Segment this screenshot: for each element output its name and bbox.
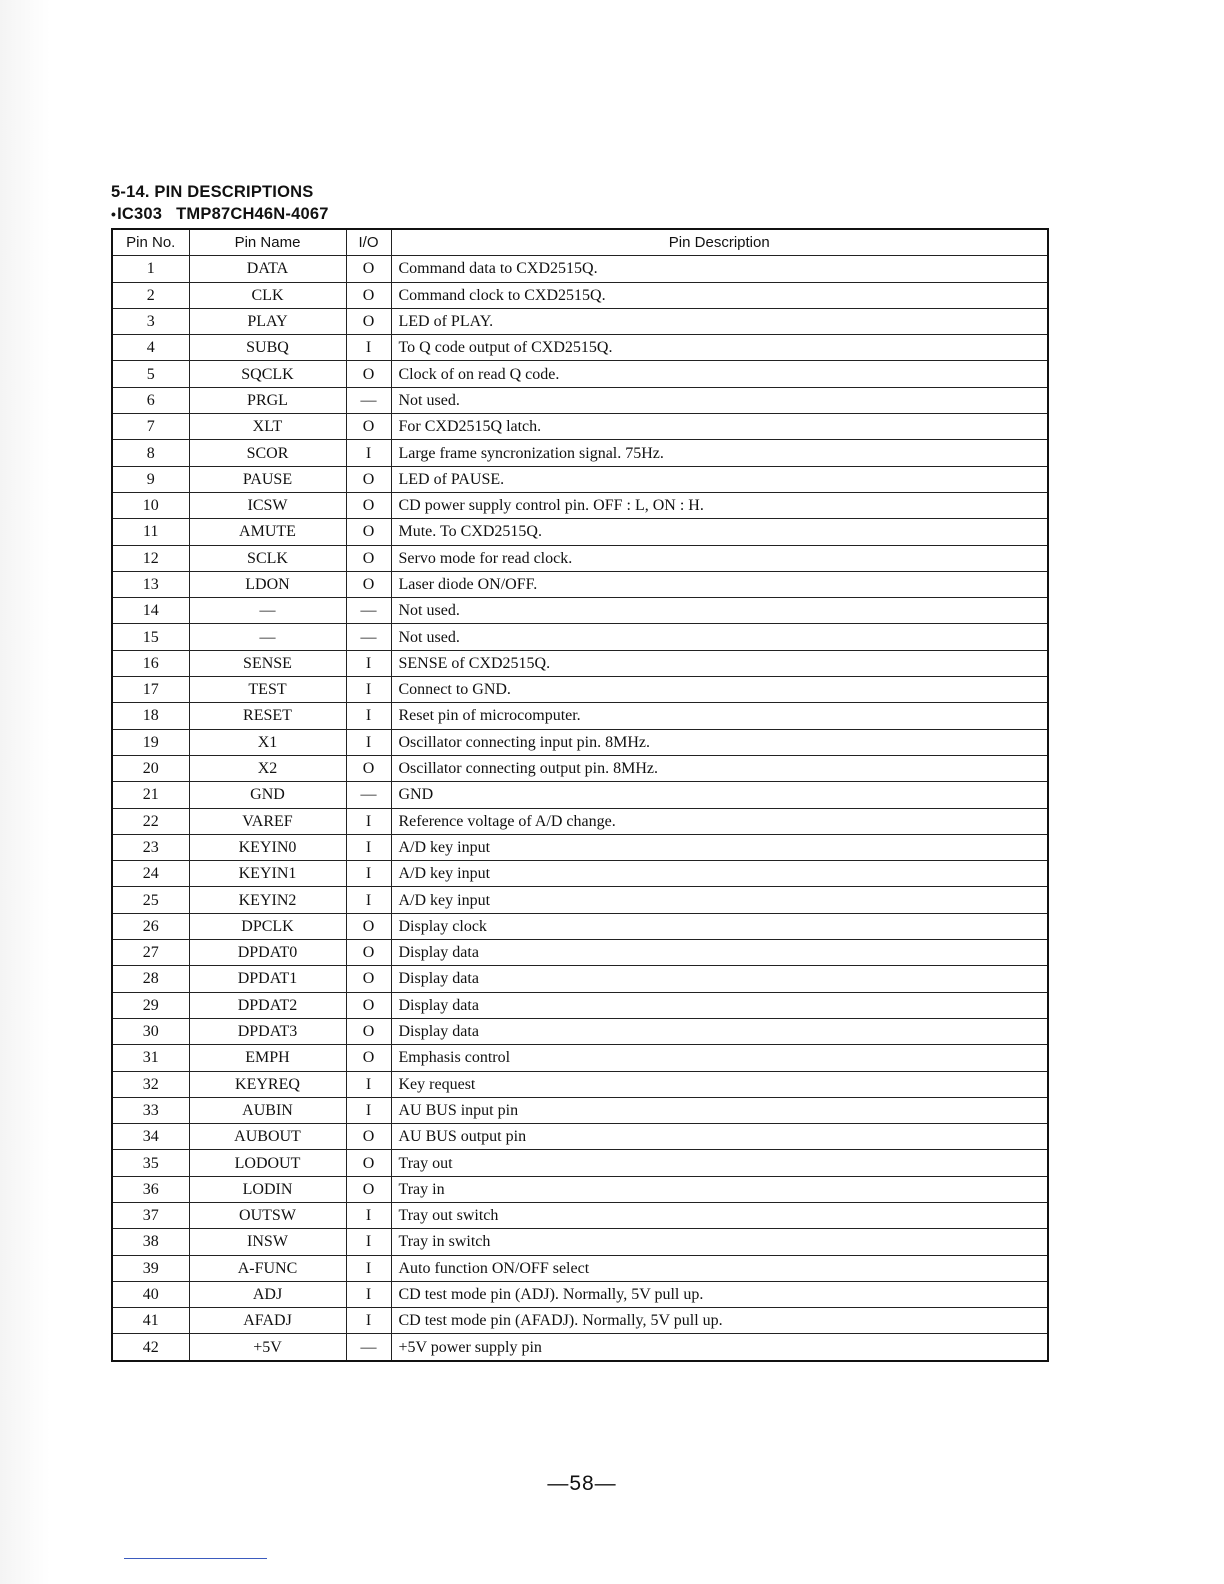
pin-number-cell: 14 — [112, 598, 189, 624]
pin-description-cell: AU BUS input pin — [391, 1097, 1048, 1123]
pin-description-cell: Mute. To CXD2515Q. — [391, 519, 1048, 545]
pin-description-cell: CD test mode pin (AFADJ). Normally, 5V pull up. — [391, 1308, 1048, 1334]
pin-number-cell: 32 — [112, 1071, 189, 1097]
pin-description-cell: A/D key input — [391, 834, 1048, 860]
pin-io-cell: I — [346, 834, 391, 860]
pin-io-cell: I — [346, 677, 391, 703]
table-row — [112, 282, 1048, 308]
table-row — [112, 1308, 1048, 1334]
table-row — [112, 335, 1048, 361]
pin-description-cell: Oscillator connecting output pin. 8MHz. — [391, 755, 1048, 781]
pin-number-cell: 15 — [112, 624, 189, 650]
pin-number-cell: 5 — [112, 361, 189, 387]
page-number: —58— — [547, 1472, 617, 1495]
pin-number-cell: 27 — [112, 940, 189, 966]
pin-io-cell: O — [346, 466, 391, 492]
pin-number-cell: 12 — [112, 545, 189, 571]
pin-description-cell: A/D key input — [391, 861, 1048, 887]
pin-number-cell: 31 — [112, 1045, 189, 1071]
pin-number-cell: 9 — [112, 466, 189, 492]
header-io: I/O — [346, 229, 391, 256]
pin-io-cell: O — [346, 1018, 391, 1044]
pin-name-cell: KEYIN0 — [189, 834, 346, 860]
table-row — [112, 992, 1048, 1018]
pin-io-cell: — — [346, 624, 391, 650]
pin-description-cell: Emphasis control — [391, 1045, 1048, 1071]
pin-name-cell: PLAY — [189, 308, 346, 334]
section-heading: 5-14. PIN DESCRIPTIONS — [111, 183, 314, 201]
table-row — [112, 913, 1048, 939]
table-row — [112, 1150, 1048, 1176]
table-row — [112, 519, 1048, 545]
pin-io-cell: O — [346, 571, 391, 597]
pin-io-cell: I — [346, 1097, 391, 1123]
pin-description-cell: LED of PLAY. — [391, 308, 1048, 334]
pin-number-cell: 6 — [112, 387, 189, 413]
pin-name-cell: +5V — [189, 1334, 346, 1361]
table-row — [112, 308, 1048, 334]
pin-number-cell: 8 — [112, 440, 189, 466]
ic-part-number: TMP87CH46N-4067 — [176, 205, 329, 223]
pin-name-cell: LDON — [189, 571, 346, 597]
pin-number-cell: 36 — [112, 1176, 189, 1202]
pin-number-cell: 30 — [112, 1018, 189, 1044]
pin-name-cell: SCLK — [189, 545, 346, 571]
pin-io-cell: I — [346, 1255, 391, 1281]
pin-description-cell: Large frame syncronization signal. 75Hz. — [391, 440, 1048, 466]
ic-reference: IC303 — [117, 205, 163, 223]
pin-io-cell: I — [346, 703, 391, 729]
pin-io-cell: O — [346, 361, 391, 387]
table-row — [112, 834, 1048, 860]
pin-description-cell: Display data — [391, 940, 1048, 966]
pin-name-cell: AUBOUT — [189, 1124, 346, 1150]
pin-name-cell: INSW — [189, 1229, 346, 1255]
pin-number-cell: 25 — [112, 887, 189, 913]
pin-io-cell: O — [346, 308, 391, 334]
pin-number-cell: 34 — [112, 1124, 189, 1150]
table-row — [112, 1018, 1048, 1044]
pin-number-cell: 28 — [112, 966, 189, 992]
table-body — [112, 256, 1048, 1361]
table-row — [112, 361, 1048, 387]
table-row — [112, 387, 1048, 413]
table-row — [112, 1281, 1048, 1307]
pin-name-cell: AUBIN — [189, 1097, 346, 1123]
pin-name-cell: A-FUNC — [189, 1255, 346, 1281]
pin-name-cell: DPDAT2 — [189, 992, 346, 1018]
pin-name-cell: — — [189, 598, 346, 624]
pin-name-cell: VAREF — [189, 808, 346, 834]
table-row — [112, 492, 1048, 518]
pin-description-cell: Tray out switch — [391, 1202, 1048, 1228]
pin-io-cell: O — [346, 940, 391, 966]
pin-io-cell: O — [346, 913, 391, 939]
pin-io-cell: I — [346, 650, 391, 676]
table-row — [112, 729, 1048, 755]
pin-name-cell: SENSE — [189, 650, 346, 676]
pin-number-cell: 41 — [112, 1308, 189, 1334]
ic-heading — [111, 205, 329, 224]
pin-name-cell: SQCLK — [189, 361, 346, 387]
pin-io-cell: O — [346, 992, 391, 1018]
table-header-row — [112, 229, 1048, 256]
pin-name-cell: CLK — [189, 282, 346, 308]
pin-description-cell: Tray out — [391, 1150, 1048, 1176]
table-row — [112, 571, 1048, 597]
pin-description-cell: LED of PAUSE. — [391, 466, 1048, 492]
pin-number-cell: 20 — [112, 755, 189, 781]
pin-name-cell: XLT — [189, 414, 346, 440]
header-pin-name: Pin Name — [189, 229, 346, 256]
pin-name-cell: PAUSE — [189, 466, 346, 492]
pin-io-cell: — — [346, 598, 391, 624]
pin-description-cell: Display data — [391, 992, 1048, 1018]
table-row — [112, 1071, 1048, 1097]
table-row — [112, 755, 1048, 781]
pin-io-cell: O — [346, 545, 391, 571]
pin-description-cell: AU BUS output pin — [391, 1124, 1048, 1150]
pin-description-cell: A/D key input — [391, 887, 1048, 913]
pin-description-cell: Laser diode ON/OFF. — [391, 571, 1048, 597]
pin-io-cell: I — [346, 1229, 391, 1255]
pin-number-cell: 33 — [112, 1097, 189, 1123]
pin-number-cell: 3 — [112, 308, 189, 334]
table-row — [112, 545, 1048, 571]
pin-description-cell: CD power supply control pin. OFF : L, ON : H. — [391, 492, 1048, 518]
pin-io-cell: I — [346, 808, 391, 834]
pin-name-cell: ADJ — [189, 1281, 346, 1307]
table-row — [112, 624, 1048, 650]
pin-io-cell: I — [346, 887, 391, 913]
pin-name-cell: RESET — [189, 703, 346, 729]
pin-description-cell: GND — [391, 782, 1048, 808]
pin-io-cell: I — [346, 440, 391, 466]
table-row — [112, 256, 1048, 282]
pin-io-cell: I — [346, 1281, 391, 1307]
pin-io-cell: O — [346, 282, 391, 308]
pin-number-cell: 19 — [112, 729, 189, 755]
scan-margin — [0, 0, 50, 1584]
pin-io-cell: I — [346, 1071, 391, 1097]
pin-number-cell: 24 — [112, 861, 189, 887]
pin-description-cell: Reference voltage of A/D change. — [391, 808, 1048, 834]
pin-number-cell: 23 — [112, 834, 189, 860]
pin-io-cell: I — [346, 1308, 391, 1334]
pin-number-cell: 4 — [112, 335, 189, 361]
pin-name-cell: — — [189, 624, 346, 650]
pin-name-cell: DATA — [189, 256, 346, 282]
pin-description-cell: For CXD2515Q latch. — [391, 414, 1048, 440]
pin-number-cell: 40 — [112, 1281, 189, 1307]
pin-name-cell: TEST — [189, 677, 346, 703]
pin-description-cell: +5V power supply pin — [391, 1334, 1048, 1361]
pin-number-cell: 18 — [112, 703, 189, 729]
pin-name-cell: DPCLK — [189, 913, 346, 939]
pin-number-cell: 38 — [112, 1229, 189, 1255]
pin-name-cell: SCOR — [189, 440, 346, 466]
pin-description-cell: Tray in switch — [391, 1229, 1048, 1255]
pin-name-cell: KEYREQ — [189, 1071, 346, 1097]
pin-io-cell: — — [346, 1334, 391, 1361]
pin-description-cell: Command data to CXD2515Q. — [391, 256, 1048, 282]
table-row — [112, 1045, 1048, 1071]
pin-name-cell: OUTSW — [189, 1202, 346, 1228]
pin-name-cell: EMPH — [189, 1045, 346, 1071]
pin-io-cell: I — [346, 729, 391, 755]
pin-description-cell: Key request — [391, 1071, 1048, 1097]
pin-io-cell: O — [346, 966, 391, 992]
table-row — [112, 1229, 1048, 1255]
pin-name-cell: AMUTE — [189, 519, 346, 545]
pin-number-cell: 7 — [112, 414, 189, 440]
pin-io-cell: I — [346, 1202, 391, 1228]
pin-io-cell: O — [346, 519, 391, 545]
pin-description-cell: Oscillator connecting input pin. 8MHz. — [391, 729, 1048, 755]
footer-rule — [124, 1558, 267, 1559]
pin-description-cell: Tray in — [391, 1176, 1048, 1202]
table-row — [112, 677, 1048, 703]
table-row — [112, 861, 1048, 887]
pin-description-cell: Command clock to CXD2515Q. — [391, 282, 1048, 308]
pin-number-cell: 39 — [112, 1255, 189, 1281]
pin-io-cell: O — [346, 1176, 391, 1202]
pin-io-cell: O — [346, 256, 391, 282]
table-row — [112, 414, 1048, 440]
pin-description-cell: SENSE of CXD2515Q. — [391, 650, 1048, 676]
header-pin-description: Pin Description — [391, 229, 1048, 256]
pin-description-cell: To Q code output of CXD2515Q. — [391, 335, 1048, 361]
pin-io-cell: O — [346, 414, 391, 440]
pin-description-cell: Connect to GND. — [391, 677, 1048, 703]
pin-number-cell: 17 — [112, 677, 189, 703]
pin-name-cell: GND — [189, 782, 346, 808]
pin-io-cell: O — [346, 755, 391, 781]
pin-number-cell: 42 — [112, 1334, 189, 1361]
pin-name-cell: ICSW — [189, 492, 346, 518]
table-row — [112, 1255, 1048, 1281]
pin-name-cell: DPDAT0 — [189, 940, 346, 966]
pin-io-cell: — — [346, 387, 391, 413]
table-row — [112, 808, 1048, 834]
pin-description-table — [111, 228, 1049, 1362]
pin-number-cell: 11 — [112, 519, 189, 545]
pin-name-cell: LODIN — [189, 1176, 346, 1202]
pin-description-cell: Display clock — [391, 913, 1048, 939]
table-row — [112, 650, 1048, 676]
pin-description-cell: Auto function ON/OFF select — [391, 1255, 1048, 1281]
pin-number-cell: 16 — [112, 650, 189, 676]
pin-name-cell: DPDAT3 — [189, 1018, 346, 1044]
table-row — [112, 940, 1048, 966]
pin-name-cell: KEYIN1 — [189, 861, 346, 887]
pin-number-cell: 2 — [112, 282, 189, 308]
pin-number-cell: 10 — [112, 492, 189, 518]
pin-description-cell: Not used. — [391, 624, 1048, 650]
table-row — [112, 1097, 1048, 1123]
pin-number-cell: 29 — [112, 992, 189, 1018]
table-row — [112, 703, 1048, 729]
table-row — [112, 598, 1048, 624]
pin-io-cell: — — [346, 782, 391, 808]
bullet-icon: • — [111, 206, 117, 222]
pin-name-cell: X1 — [189, 729, 346, 755]
pin-description-cell: Not used. — [391, 598, 1048, 624]
table-row — [112, 782, 1048, 808]
pin-name-cell: AFADJ — [189, 1308, 346, 1334]
table-row — [112, 1334, 1048, 1361]
pin-name-cell: PRGL — [189, 387, 346, 413]
table-row — [112, 466, 1048, 492]
pin-name-cell: LODOUT — [189, 1150, 346, 1176]
pin-name-cell: KEYIN2 — [189, 887, 346, 913]
pin-io-cell: I — [346, 335, 391, 361]
table-row — [112, 1202, 1048, 1228]
pin-description-cell: CD test mode pin (ADJ). Normally, 5V pull up. — [391, 1281, 1048, 1307]
pin-description-cell: Display data — [391, 966, 1048, 992]
pin-description-cell: Clock of on read Q code. — [391, 361, 1048, 387]
header-pin-no: Pin No. — [112, 229, 189, 256]
pin-number-cell: 21 — [112, 782, 189, 808]
table-row — [112, 1176, 1048, 1202]
pin-io-cell: O — [346, 492, 391, 518]
table-row — [112, 1124, 1048, 1150]
pin-name-cell: DPDAT1 — [189, 966, 346, 992]
pin-io-cell: O — [346, 1045, 391, 1071]
table-row — [112, 887, 1048, 913]
pin-io-cell: I — [346, 861, 391, 887]
pin-description-cell: Display data — [391, 1018, 1048, 1044]
table-row — [112, 440, 1048, 466]
pin-number-cell: 13 — [112, 571, 189, 597]
pin-number-cell: 37 — [112, 1202, 189, 1228]
pin-io-cell: O — [346, 1124, 391, 1150]
pin-io-cell: O — [346, 1150, 391, 1176]
pin-description-cell: Not used. — [391, 387, 1048, 413]
pin-name-cell: X2 — [189, 755, 346, 781]
pin-description-cell: Reset pin of microcomputer. — [391, 703, 1048, 729]
pin-number-cell: 35 — [112, 1150, 189, 1176]
pin-number-cell: 1 — [112, 256, 189, 282]
pin-description-cell: Servo mode for read clock. — [391, 545, 1048, 571]
table-row — [112, 966, 1048, 992]
pin-number-cell: 26 — [112, 913, 189, 939]
pin-number-cell: 22 — [112, 808, 189, 834]
pin-name-cell: SUBQ — [189, 335, 346, 361]
